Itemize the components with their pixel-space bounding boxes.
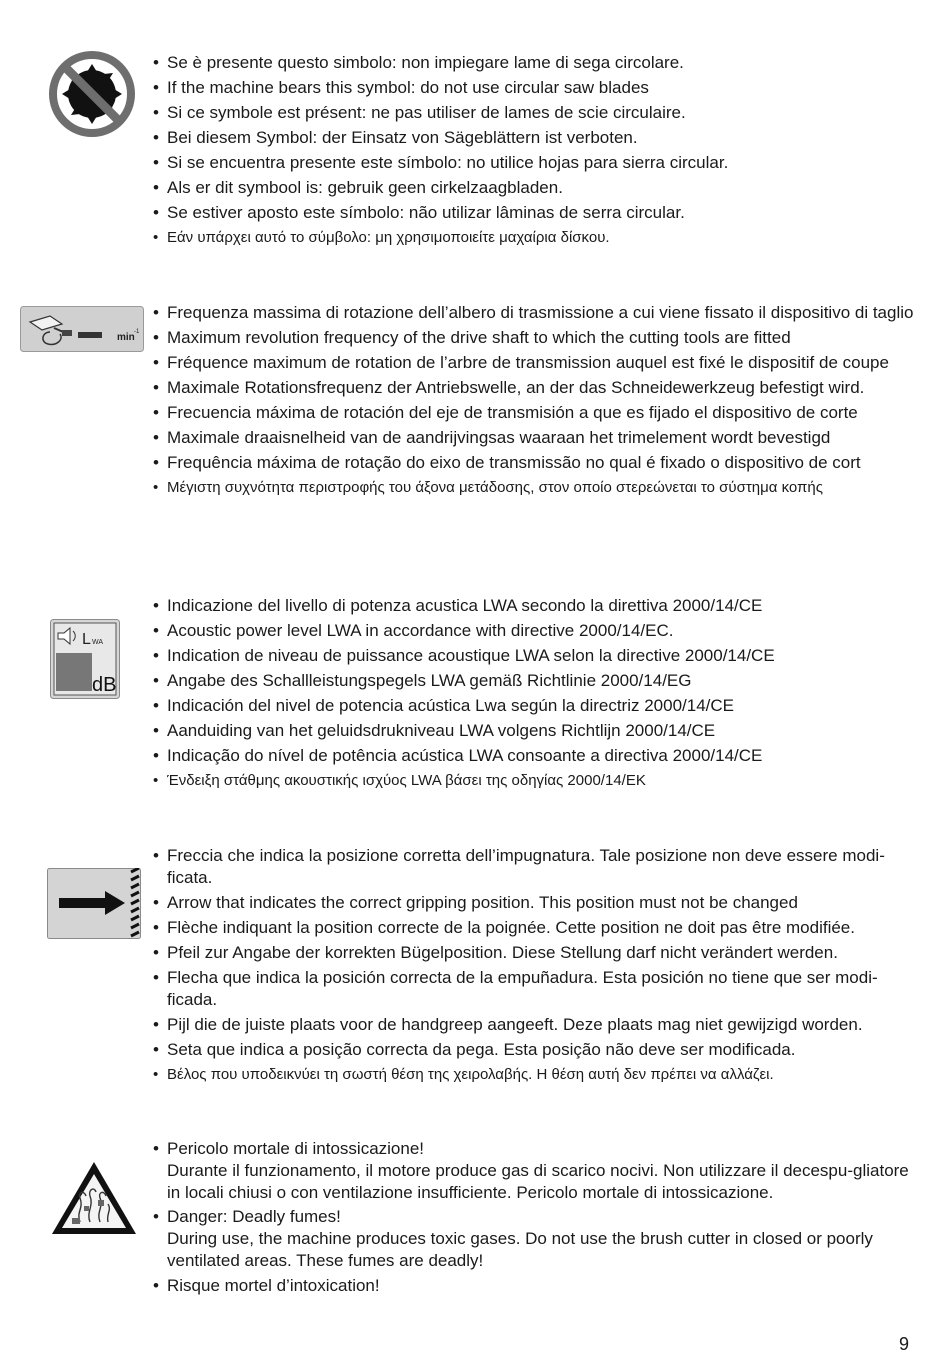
rotation-unit-label: min (117, 332, 135, 343)
list-item: • Pfeil zur Angabe der korrekten Bügelposition. Diese Stellung darf nicht verändert werden. (153, 940, 918, 965)
warning-title: • Pericolo mortale di intossicazione! (167, 1139, 425, 1158)
list-item: • Frequência máxima de rotação do eixo de transmissão no qual é fixado o dispositivo de cort (153, 450, 918, 475)
section-no-saw-blade (0, 50, 950, 260)
list-item: • Arrow that indicates the correct gripping position. This position must not be changed (153, 890, 918, 915)
list-item: • Frecuencia máxima de rotación del eje de transmisión a que es fijado el dispositivo de corte (153, 400, 918, 425)
db-unit-label: dB (92, 674, 117, 696)
list-item: • Angabe des Schallleistungspegels LWA gemäß Richtlinie 2000/14/EG (153, 668, 918, 693)
warning-body: During use, the machine produces toxic gases. Do not use the brush cutter in closed or poorly ventilated areas. These fumes are deadly! (167, 1229, 873, 1270)
list-item: • Freccia che indica la posizione corretta dell’impugnatura. Tale posizione non deve essere modi-ficata. (153, 845, 918, 889)
list-item: • Indicação do nível de potência acústica LWA consoante a directiva 2000/14/CE (153, 743, 918, 768)
list-item: • Μέγιστη συχνότητα περιστροφής του άξονα μετάδοσης, στον οποίο στερεώνεται το σύστημα κοπής (153, 477, 918, 499)
section-sound-power (0, 593, 950, 803)
list-item: • Si se encuentra presente este símbolo: no utilice hojas para sierra circular. (153, 150, 918, 175)
list-item: • Βέλος που υποδεικνύει τη σωστή θέση της χειρολαβής. Η θέση αυτή δεν πρέπει να αλλάζει. (153, 1062, 918, 1087)
list-item (153, 1273, 918, 1298)
list-item: • Ένδειξη στάθμης ακουστικής ισχύος LWA βάσει της οδηγίας 2000/14/ΕΚ (153, 768, 918, 793)
toxic-fumes-warning-icon (50, 1160, 138, 1236)
list-item: • Frequenza massima di rotazione dell’albero di trasmissione a cui viene fissato il dispositivo di taglio (153, 302, 918, 324)
symbol-description-list (153, 1136, 918, 1298)
list-item: • Indication de niveau de puissance acoustique LWA selon la directive 2000/14/CE (153, 643, 918, 668)
section-max-rotation (0, 300, 950, 560)
warning-body: Durante il funzionamento, il motore produce gas di scarico nocivi. Non utilizzare il decespu-gliatore in locali chiusi o con ventilazione insufficiente. Pericolo mortale di intossicazione. (167, 1161, 909, 1202)
list-item (153, 1206, 918, 1272)
symbol-description-list (153, 593, 918, 793)
list-item: • Fréquence maximum de rotation de l’arbre de transmission auquel est fixé le dispositif de coupe (153, 350, 918, 375)
list-item: • Pijl die de juiste plaats voor de handgreep aangeeft. Deze plaats mag niet gewijzigd worden. (153, 1012, 918, 1037)
list-item: • Se è presente questo simbolo: non impiegare lame di sega circolare. (153, 50, 918, 75)
list-item: • Maximale Rotationsfrequenz der Antriebswelle, an der das Schneidewerkzeug befestigt wird. (153, 375, 918, 400)
list-item: • Als er dit symbool is: gebruik geen cirkelzaagbladen. (153, 175, 918, 200)
page-number: 9 (899, 1334, 910, 1354)
list-item (153, 1138, 918, 1204)
lwa-subscript: WA (92, 639, 104, 646)
section-toxic-fumes (0, 1136, 950, 1306)
list-item: • Se estiver aposto este símbolo: não utilizar lâminas de serra circular. (153, 200, 918, 225)
list-item: • Indicazione del livello di potenza acustica LWA secondo la direttiva 2000/14/CE (153, 593, 918, 618)
warning-title: Risque mortel d’intoxication! (167, 1276, 380, 1295)
list-item: • Acoustic power level LWA in accordance with directive 2000/14/EC. (153, 618, 918, 643)
list-item: • Εάν υπάρχει αυτό το σύμβολο: μη χρησιμοποιείτε μαχαίρια δίσκου. (153, 225, 918, 250)
list-item: • Bei diesem Symbol: der Einsatz von Sägeblättern ist verboten. (153, 125, 918, 150)
list-item: • Maximale draaisnelheid van de aandrijvingsas waaraan het trimelement wordt bevestigd (153, 425, 918, 450)
symbol-description-list (153, 843, 918, 1087)
sound-power-level-icon (50, 619, 120, 699)
list-item: • Seta que indica a posição correcta da pega. Esta posição não deve ser modificada. (153, 1037, 918, 1062)
gripping-position-arrow-icon (47, 868, 141, 939)
symbol-description-list (153, 300, 918, 500)
lwa-label: L (82, 631, 91, 648)
list-item: • Flecha que indica la posición correcta de la empuñadura. Esta posición no tiene que ser modi-ficada. (153, 967, 918, 1011)
rotation-unit-superscript: -1 (134, 329, 140, 335)
list-item: • Si ce symbole est présent: ne pas utiliser de lames de scie circulaire. (153, 100, 918, 125)
no-circular-saw-blade-icon (48, 50, 136, 138)
list-item: • Flèche indiquant la position correcte de la poignée. Cette position ne doit pas être modifiée. (153, 915, 918, 940)
list-item: • Indicación del nivel de potencia acústica Lwa según la directriz 2000/14/CE (153, 693, 918, 718)
list-item: • Maximum revolution frequency of the drive shaft to which the cutting tools are fitted (153, 325, 918, 350)
list-item: • Aanduiding van het geluidsdrukniveau LWA volgens Richtlijn 2000/14/CE (153, 718, 918, 743)
warning-title: • Danger: Deadly fumes! (167, 1207, 341, 1226)
list-item: • If the machine bears this symbol: do not use circular saw blades (153, 75, 918, 100)
max-rotation-speed-icon (20, 306, 144, 352)
symbol-description-list (153, 50, 918, 250)
section-grip-arrow (0, 843, 950, 1093)
